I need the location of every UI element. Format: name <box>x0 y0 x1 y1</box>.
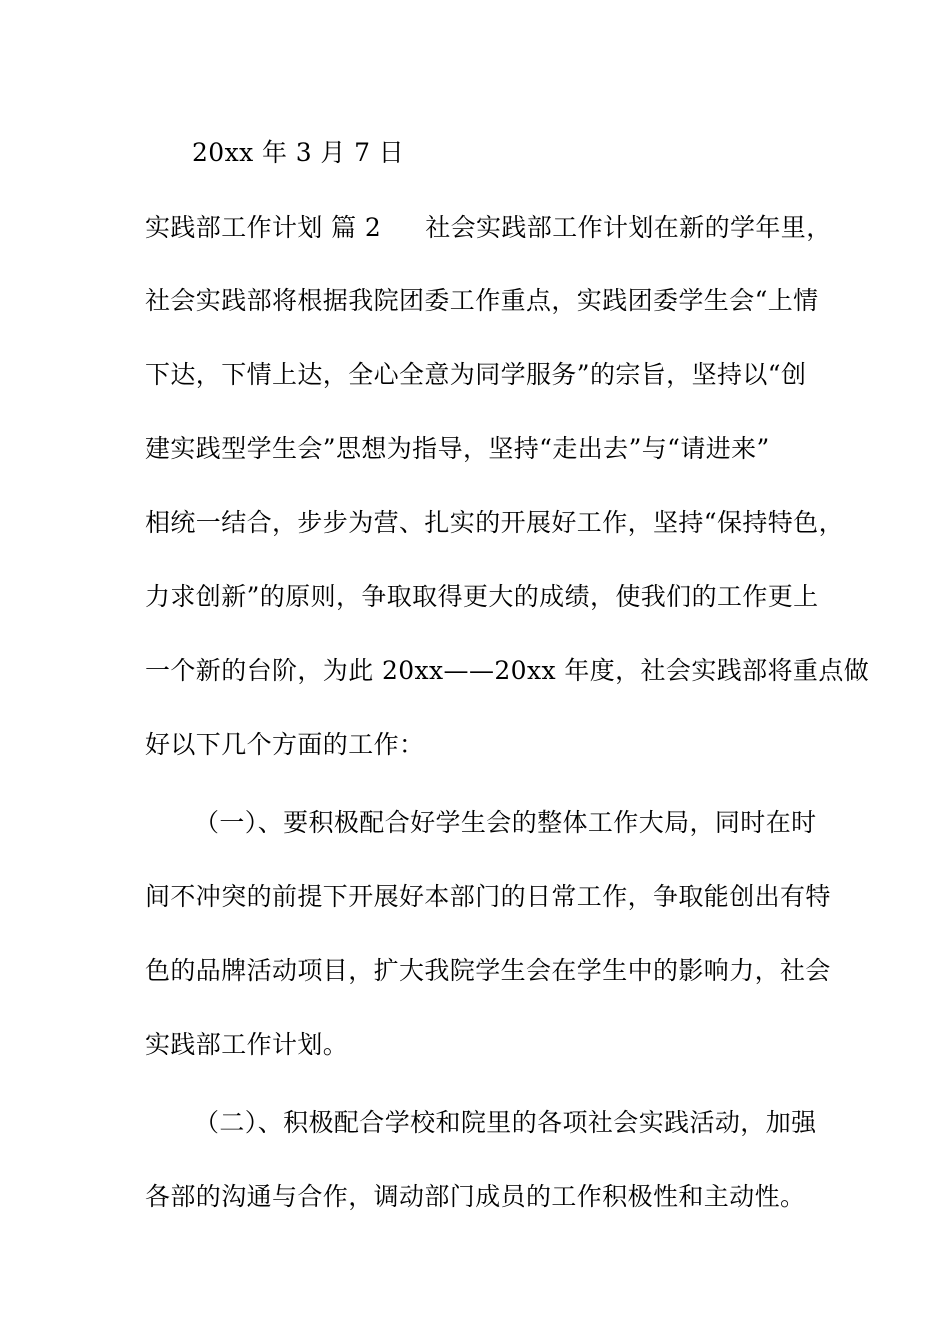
section-heading: 实践部工作计划 篇 2 <box>145 213 382 242</box>
paragraph-line: 色的品牌活动项目，扩大我院学生会在学生中的影响力，社会 <box>145 956 831 985</box>
paragraph-line <box>145 213 832 243</box>
paragraph-line: 一个新的台阶，为此 20xx——20xx 年度，社会实践部将重点做 <box>145 656 870 685</box>
paragraph-line: 下达，下情上达，全心全意为同学服务”的宗旨，坚持以“创 <box>145 360 807 389</box>
paragraph-line: 相统一结合，步步为营、扎实的开展好工作，坚持“保持特色， <box>145 508 844 537</box>
paragraph-line: 好以下几个方面的工作： <box>145 730 425 759</box>
paragraph-line: （一）、要积极配合好学生会的整体工作大局，同时在时 <box>194 808 817 837</box>
paragraph-line: 力求创新”的原则，争取取得更大的成绩，使我们的工作更上 <box>145 582 819 611</box>
document-date: 20xx 年 3 月 7 日 <box>192 138 405 167</box>
paragraph-line: 间不冲突的前提下开展好本部门的日常工作，争取能创出有特 <box>145 882 831 911</box>
paragraph-line: 实践部工作计划。 <box>145 1030 349 1059</box>
paragraph-text: 社会实践部工作计划在新的学年里， <box>425 213 832 242</box>
paragraph-line: 各部的沟通与合作，调动部门成员的工作积极性和主动性。 <box>145 1182 806 1211</box>
paragraph-line: 建实践型学生会”思想为指导，坚持“走出去”与“请进来” <box>145 434 770 463</box>
paragraph-line: 社会实践部将根据我院团委工作重点，实践团委学生会“上情 <box>145 286 819 315</box>
paragraph-line: （二）、积极配合学校和院里的各项社会实践活动，加强 <box>194 1108 817 1137</box>
